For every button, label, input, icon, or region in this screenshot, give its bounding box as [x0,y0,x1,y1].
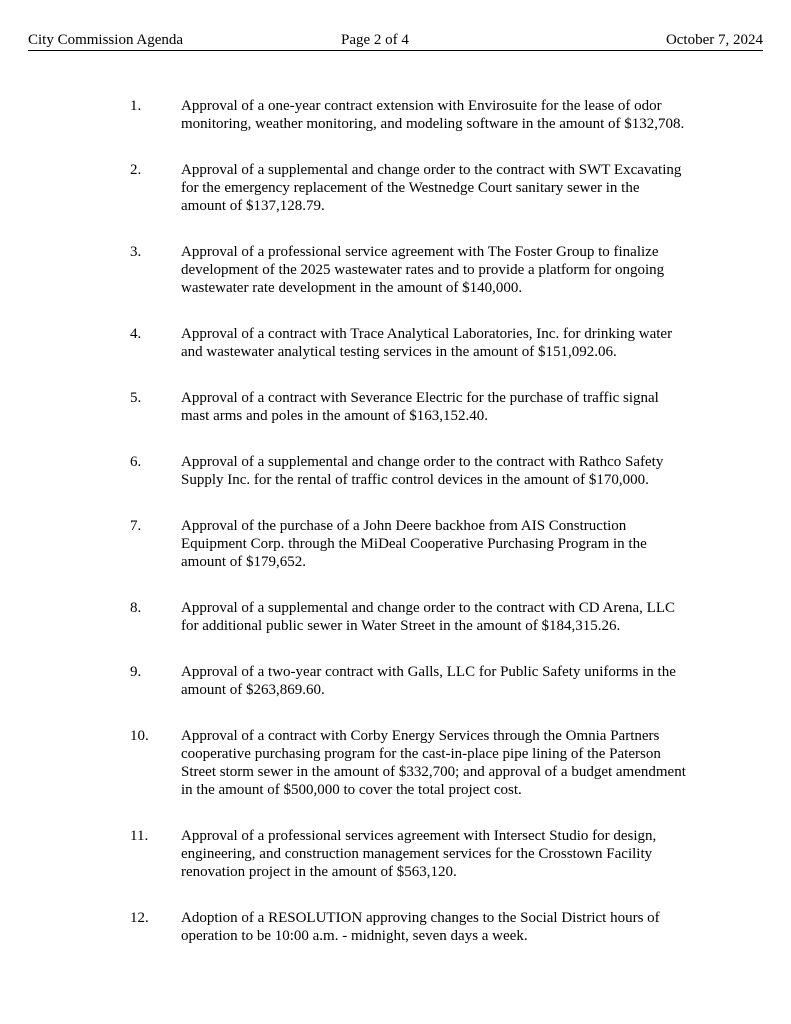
agenda-item-number: 5. [130,390,142,406]
meeting-date: October 7, 2024 [665,32,763,48]
agenda-item-line: operation to be 10:00 a.m. - midnight, seven days a week. [181,928,528,944]
agenda-item-line: mast arms and poles in the amount of $163,152.40. [181,408,489,424]
agenda-item-line: Approval of a supplemental and change order to the contract with Rathco Safety [181,454,664,470]
agenda-item-number: 10. [130,728,149,744]
agenda-item-number: 6. [130,454,142,470]
agenda-item-number: 7. [130,518,142,534]
agenda-item-line: renovation project in the amount of $563,120. [181,864,457,880]
agenda-item-line: Approval of a contract with Trace Analytical Laboratories, Inc. for drinking water [181,326,673,342]
agenda-item-text [181,599,675,635]
agenda-item-line: for the emergency replacement of the Westnedge Court sanitary sewer in the [181,180,640,196]
agenda-item-number: 12. [130,910,149,926]
agenda-item-text [181,453,663,489]
agenda-item-line: Street storm sewer in the amount of $332,700; and approval of a budget amendment [181,764,686,780]
agenda-item-number: 8. [130,600,142,616]
agenda-item-line: in the amount of $500,000 to cover the total project cost. [181,782,522,798]
page-header [28,30,763,51]
agenda-item-line: Approval of a contract with Severance Electric for the purchase of traffic signal [181,390,659,406]
agenda-item-number: 11. [130,828,149,844]
agenda-item-text [181,663,676,699]
agenda-item-text [181,727,686,799]
agenda-item-text [181,517,647,571]
agenda-item-line: amount of $179,652. [181,554,306,570]
agenda-item-line: and wastewater analytical testing services in the amount of $151,092.06. [181,344,617,360]
agenda-item-number: 9. [130,664,142,680]
agenda-item-line: Approval of a professional service agreement with The Foster Group to finalize [181,244,659,260]
agenda-item-number: 3. [130,244,142,260]
agenda-item-text [181,827,656,881]
agenda-item-text [181,161,681,215]
agenda-item-number: 2. [130,162,142,178]
agenda-item-line: Approval of a supplemental and change order to the contract with SWT Excavating [181,162,682,178]
agenda-item-line: Approval of the purchase of a John Deere backhoe from AIS Construction [181,518,627,534]
agenda-item-line: cooperative purchasing program for the cast-in-place pipe lining of the Paterson [181,746,661,762]
agenda-item-line: monitoring, weather monitoring, and modeling software in the amount of $132,708. [181,116,685,132]
agenda-item-line: development of the 2025 wastewater rates and to provide a platform for ongoing [181,262,665,278]
document-title: City Commission Agenda [28,32,184,48]
agenda-item-line: Approval of a contract with Corby Energy Services through the Omnia Partners [181,728,660,744]
agenda-item-text [181,909,660,945]
agenda-item-line: for additional public sewer in Water Street in the amount of $184,315.26. [181,618,621,634]
agenda-item-line: Supply Inc. for the rental of traffic control devices in the amount of $170,000. [181,472,649,488]
agenda-item-line: engineering, and construction management services for the Crosstown Facility [181,846,653,862]
agenda-item-text [181,97,684,133]
agenda-item-text [181,325,672,361]
page-number: Page 2 of 4 [341,32,409,48]
agenda-item-line: Approval of a two-year contract with Galls, LLC for Public Safety uniforms in the [181,664,676,680]
agenda-item-line: wastewater rate development in the amount of $140,000. [181,280,523,296]
agenda-item-number: 1. [130,98,142,114]
agenda-item-line: Approval of a one-year contract extension with Envirosuite for the lease of odor [181,98,662,114]
agenda-item-line: Approval of a professional services agreement with Intersect Studio for design, [181,828,657,844]
agenda-item-line: amount of $137,128.79. [181,198,325,214]
agenda-item-text [181,389,659,425]
agenda-item-line: amount of $263,869.60. [181,682,325,698]
agenda-item-number: 4. [130,326,142,342]
agenda-item-line: Adoption of a RESOLUTION approving changes to the Social District hours of [181,910,660,926]
agenda-item-line: Approval of a supplemental and change order to the contract with CD Arena, LLC [181,600,676,616]
agenda-item-line: Equipment Corp. through the MiDeal Cooperative Purchasing Program in the [181,536,647,552]
agenda-item-text [181,243,664,297]
